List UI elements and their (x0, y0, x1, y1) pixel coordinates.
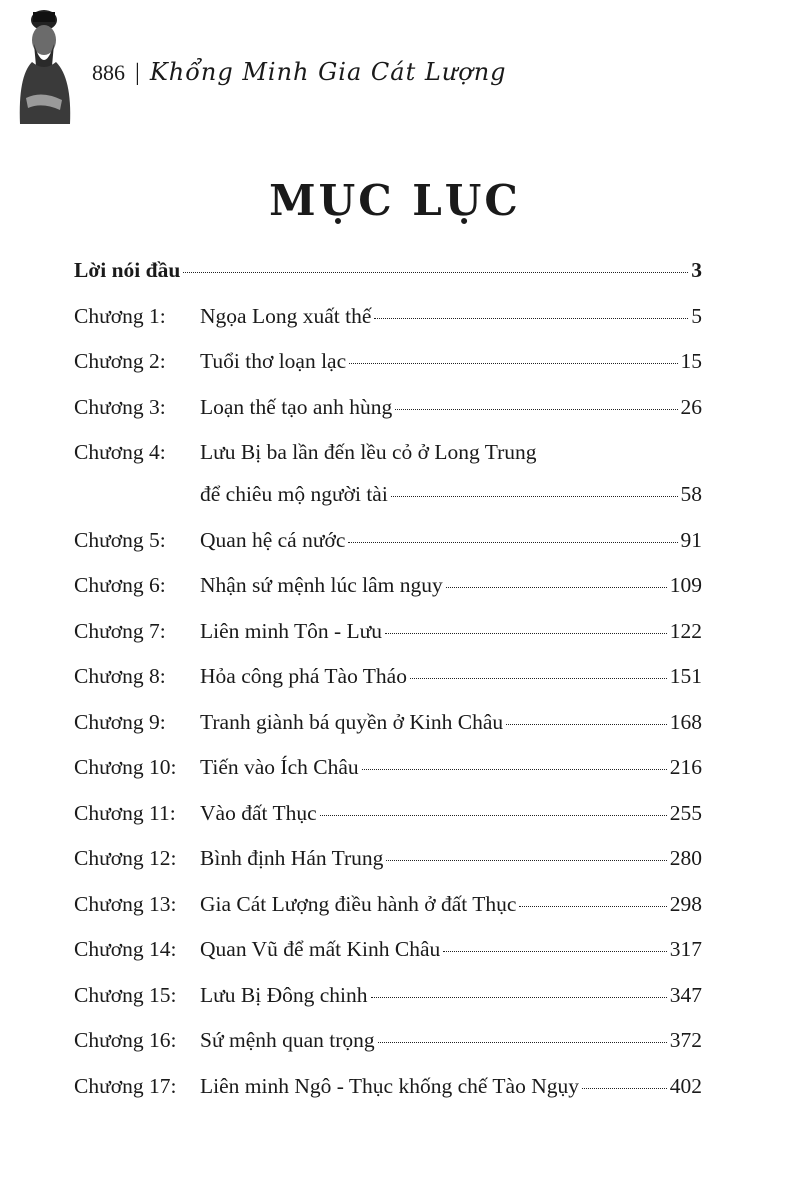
toc-page-number: 255 (669, 800, 702, 825)
toc-entry-title: Nhận sứ mệnh lúc lâm nguy (200, 573, 443, 597)
toc-entry-title: Tuổi thơ loạn lạc (200, 349, 347, 373)
toc-chapter-label: Chương 5: (74, 527, 166, 552)
toc-entry[interactable] (74, 710, 702, 756)
toc-page-number: 216 (669, 755, 702, 779)
toc-dot-leader (362, 769, 667, 770)
toc-entry[interactable] (74, 755, 702, 801)
toc-entry-title: Lời nói đầu (74, 258, 181, 282)
toc-entry-title: Hỏa công phá Tào Tháo (200, 664, 407, 688)
toc-page-number: 91 (680, 527, 702, 552)
toc-entry[interactable] (74, 573, 702, 619)
toc-page-number: 26 (680, 394, 702, 419)
toc-chapter-label: Chương 8: (74, 664, 166, 688)
toc-page-number: 298 (669, 891, 702, 916)
toc-entry[interactable] (74, 258, 702, 304)
toc-entry-title: Lưu Bị Đông chinh (200, 982, 368, 1007)
toc-page-number: 347 (669, 982, 702, 1007)
toc-entry-line (74, 440, 702, 482)
toc-page-number: 5 (691, 303, 702, 328)
toc-entry-title: Loạn thế tạo anh hùng (200, 394, 393, 419)
toc-chapter-label: Chương 1: (74, 303, 166, 328)
toc-entry-title: Liên minh Ngô - Thục khống chế Tào Ngụy (200, 1073, 579, 1098)
toc-entry[interactable] (74, 528, 702, 574)
toc-chapter-label: Chương 14: (74, 937, 177, 961)
toc-dot-leader (183, 272, 688, 273)
toc-chapter-label: Chương 10: (74, 755, 177, 779)
toc-chapter-label: Chương 6: (74, 573, 166, 597)
toc-chapter-label: Chương 13: (74, 891, 177, 916)
toc-entry-title: Gia Cát Lượng điều hành ở đất Thục (200, 891, 517, 916)
author-portrait-image (12, 6, 76, 124)
toc-heading: MỤC LỤC (269, 176, 521, 225)
toc-chapter-label: Chương 9: (74, 709, 166, 734)
toc-dot-leader (582, 1088, 667, 1089)
toc-entry[interactable] (74, 801, 702, 847)
toc-entry-title: Ngọa Long xuất thế (200, 303, 372, 328)
toc-chapter-label: Chương 7: (74, 618, 166, 643)
toc-page-number: 122 (669, 618, 702, 643)
toc-entry[interactable] (74, 619, 702, 665)
toc-entry[interactable] (74, 349, 702, 395)
toc-dot-leader (349, 363, 677, 364)
toc-page-number: 402 (669, 1073, 702, 1098)
header-page-number: 886 (92, 60, 125, 85)
toc-page-number: 58 (680, 482, 702, 506)
toc-entry[interactable] (74, 937, 702, 983)
toc-dot-leader (443, 951, 667, 952)
toc-page-number: 168 (669, 709, 702, 734)
toc-entry-title: Vào đất Thục (200, 800, 317, 825)
toc-entry-title: Lưu Bị ba lần đến lều cỏ ở Long Trung (200, 440, 537, 464)
toc-dot-leader (395, 409, 677, 410)
header-book-title: Khổng Minh Gia Cát Lượng (149, 58, 507, 86)
toc-dot-leader (371, 997, 667, 998)
toc-entry-line (74, 482, 702, 528)
toc-page-number: 15 (680, 349, 702, 373)
toc-chapter-label: Chương 2: (74, 349, 166, 373)
toc-page-number: 3 (691, 258, 702, 282)
toc-entry[interactable] (74, 1074, 702, 1120)
toc-page-number: 109 (669, 573, 702, 597)
toc-entry[interactable] (74, 846, 702, 892)
toc-dot-leader (446, 587, 667, 588)
toc-dot-leader (378, 1042, 667, 1043)
toc-dot-leader (385, 633, 667, 634)
toc-entry[interactable] (74, 664, 702, 710)
toc-entry-title: Tranh giành bá quyền ở Kinh Châu (200, 709, 504, 734)
toc-dot-leader (374, 318, 688, 319)
toc-entry-title: Quan Vũ để mất Kinh Châu (200, 937, 441, 961)
toc-entry-title: Sứ mệnh quan trọng (200, 1028, 375, 1052)
toc-dot-leader (391, 496, 678, 497)
toc-entry-title-continued: để chiêu mộ người tài (200, 482, 388, 506)
toc-entry[interactable] (74, 892, 702, 938)
toc-entry[interactable] (74, 440, 702, 528)
toc-dot-leader (348, 542, 677, 543)
toc-chapter-label: Chương 16: (74, 1028, 177, 1052)
toc-dot-leader (386, 860, 666, 861)
toc-chapter-label: Chương 4: (74, 440, 166, 464)
toc-entry-title: Quan hệ cá nước (200, 527, 346, 552)
toc-dot-leader (519, 906, 666, 907)
toc-chapter-label: Chương 12: (74, 846, 177, 870)
toc-chapter-label: Chương 15: (74, 982, 177, 1007)
toc-entry[interactable] (74, 395, 702, 441)
toc-page-number: 151 (669, 664, 702, 688)
running-header (92, 58, 507, 87)
toc-entry-title: Tiến vào Ích Châu (200, 755, 359, 779)
toc-page-number: 317 (669, 937, 702, 961)
table-of-contents (74, 258, 702, 1119)
toc-chapter-label: Chương 3: (74, 394, 166, 419)
toc-dot-leader (506, 724, 667, 725)
toc-entry[interactable] (74, 983, 702, 1029)
header-separator: | (135, 60, 140, 86)
toc-entry[interactable] (74, 1028, 702, 1074)
toc-chapter-label: Chương 11: (74, 800, 176, 825)
toc-dot-leader (320, 815, 667, 816)
toc-page-number: 372 (669, 1028, 702, 1052)
toc-entry-title: Bình định Hán Trung (200, 846, 384, 870)
toc-entry[interactable] (74, 304, 702, 350)
toc-dot-leader (410, 678, 667, 679)
toc-entry-title: Liên minh Tôn - Lưu (200, 618, 383, 643)
toc-chapter-label: Chương 17: (74, 1073, 177, 1098)
toc-page-number: 280 (669, 846, 702, 870)
